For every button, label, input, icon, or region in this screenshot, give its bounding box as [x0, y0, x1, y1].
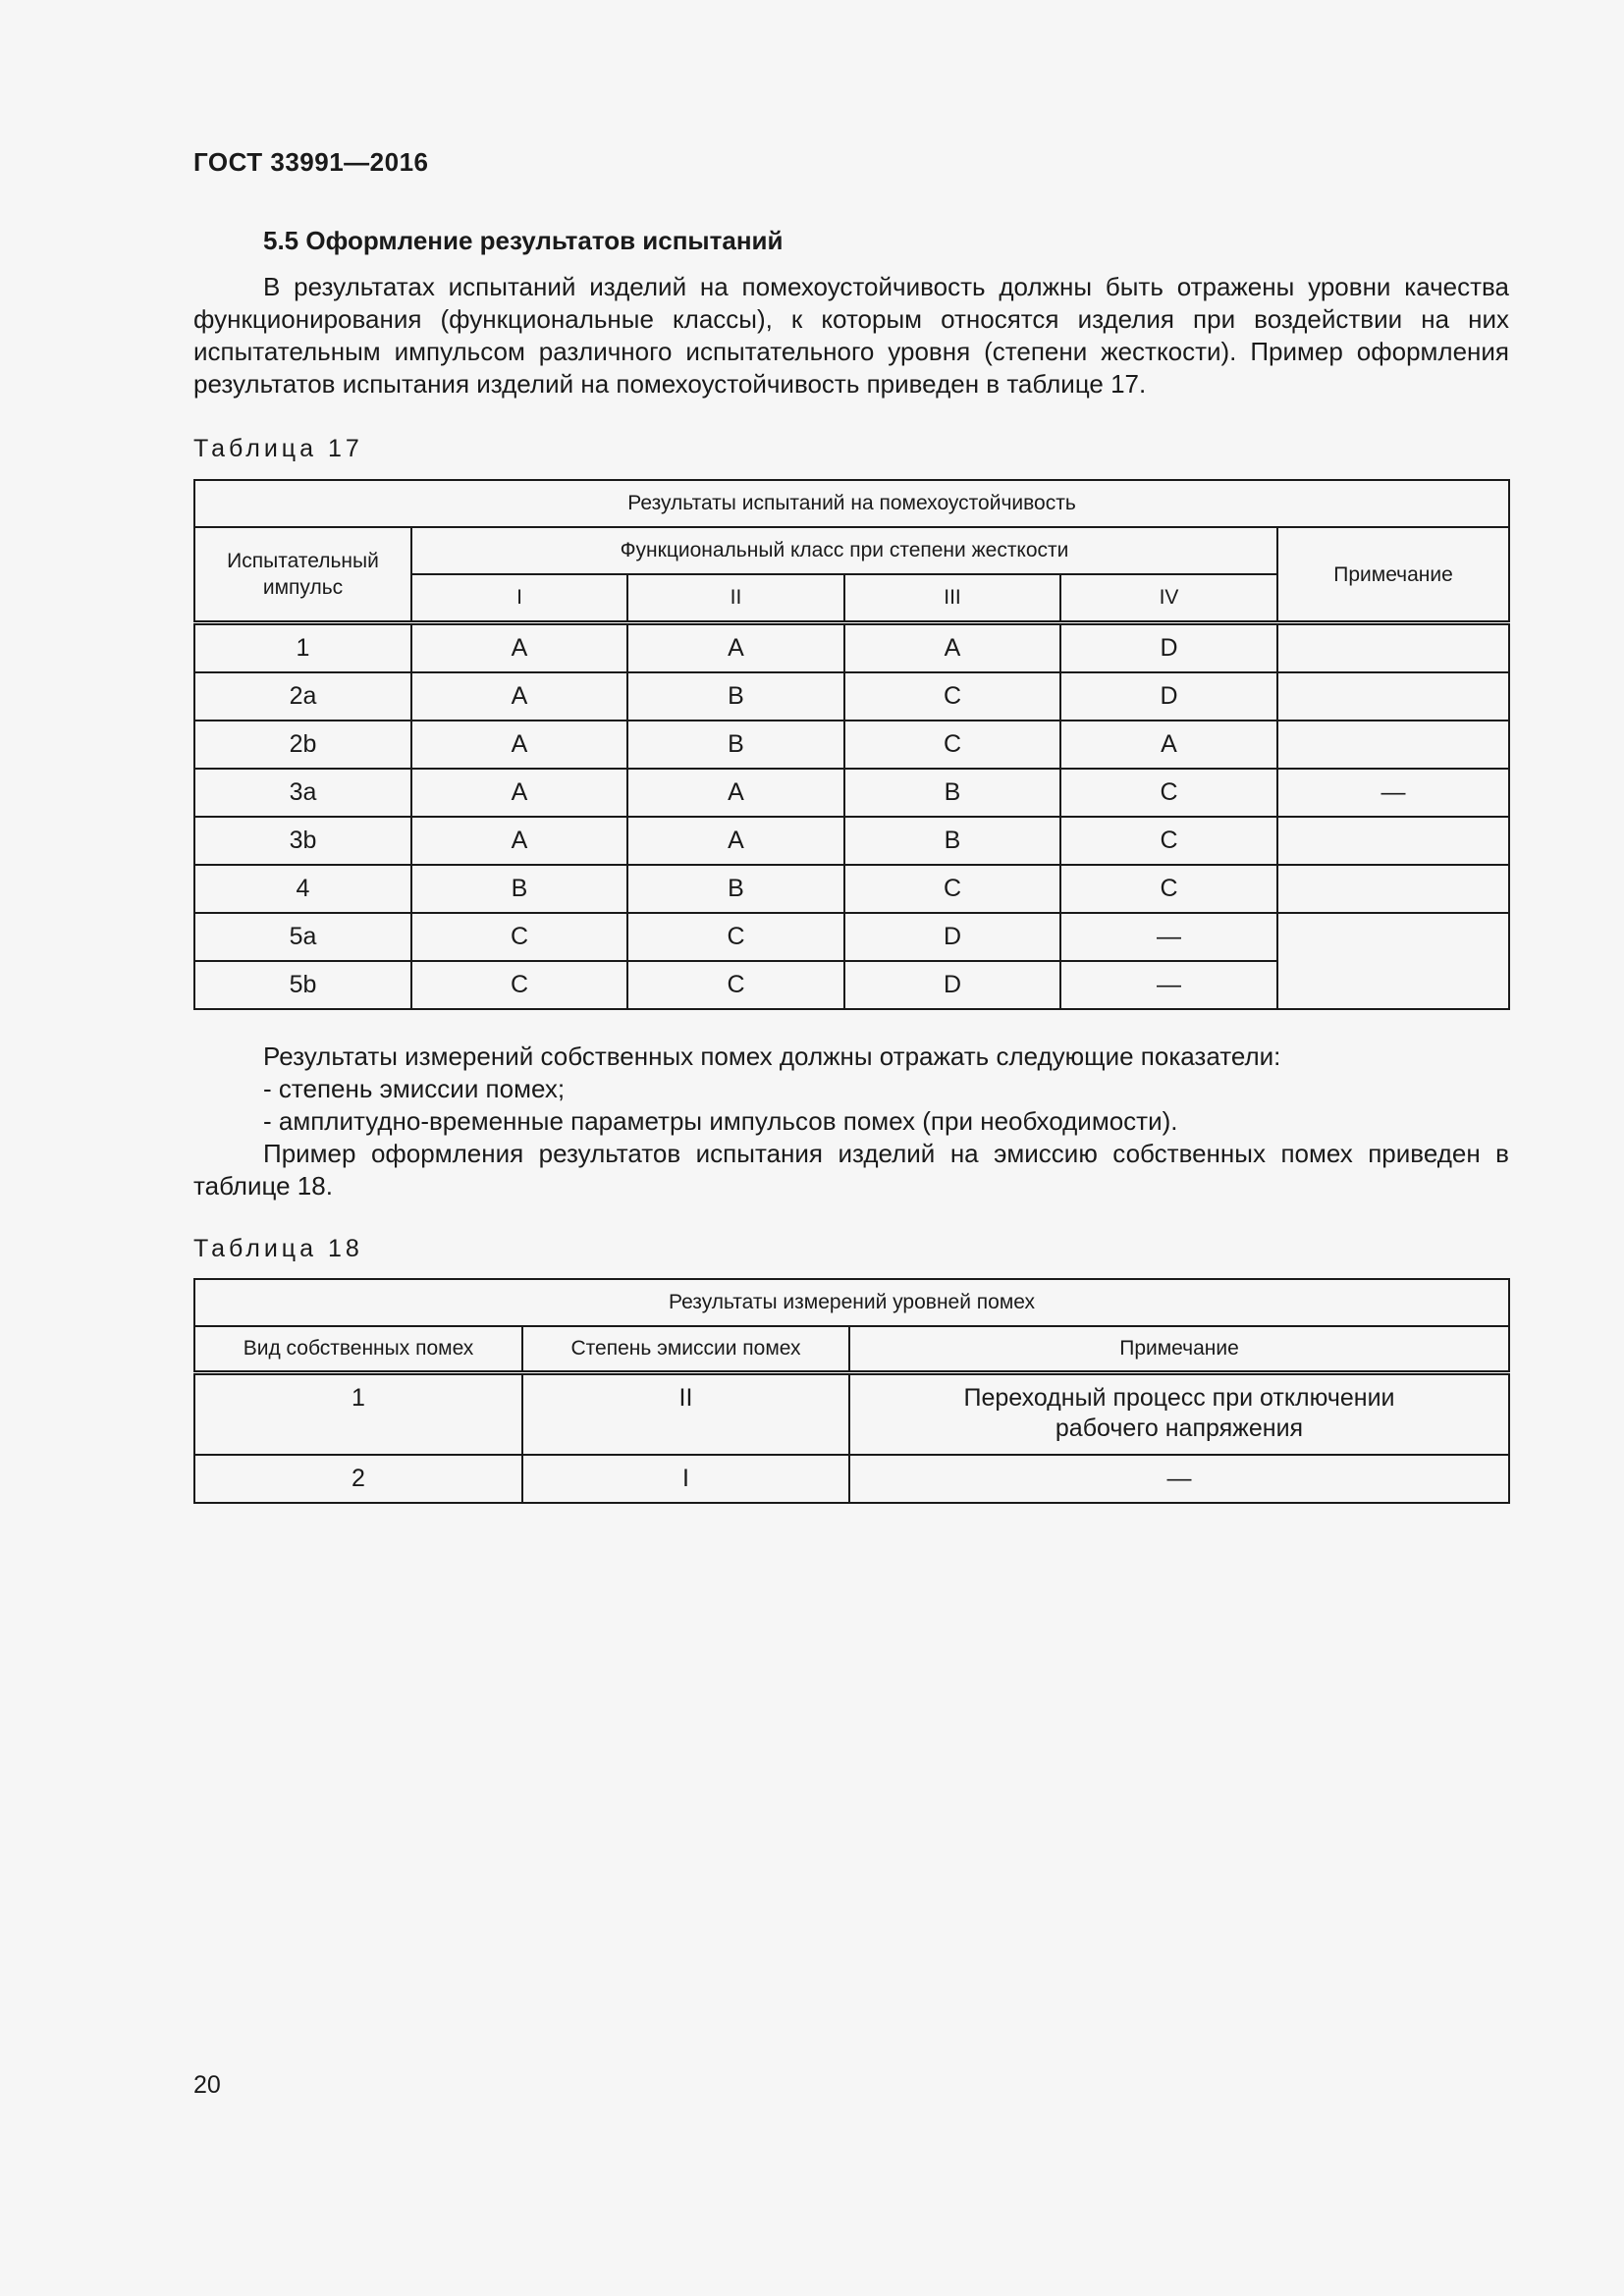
table-row: [194, 672, 1509, 721]
column-header-noise-type: Вид собственных помех: [194, 1326, 522, 1373]
column-header-impulse: Испытательный импульс: [194, 527, 411, 623]
column-header-note: Примечание: [1277, 527, 1509, 623]
table-cell: I: [522, 1455, 849, 1503]
emission-lead: Результаты измерений собственных помех должны отражать следующие показатели:: [263, 1041, 1281, 1071]
table-cell: 2a: [194, 672, 411, 721]
table-cell: 2: [194, 1455, 522, 1503]
table-row: [194, 1455, 1509, 1503]
column-header-note: Примечание: [849, 1326, 1509, 1373]
intro-text: В результатах испытаний изделий на помехоустойчивость должны быть отражены уровни качества функционирования (функциональные классы), к которым относятся изделия при воздействии на них испытательным импульсом различного испытательного уровня (степени жесткости). Пример оформления результатов испытания изделий на помехоустойчивость приведен в таблице 17.: [193, 272, 1509, 399]
table-cell: 4: [194, 865, 411, 913]
table-cell: C: [844, 672, 1060, 721]
emission-paragraph: [193, 1041, 1509, 1202]
emission-example: Пример оформления результатов испытания изделий на эмиссию собственных помех приведен в таблице 18.: [193, 1139, 1509, 1201]
table-cell: C: [627, 913, 844, 961]
note-cell: Переходный процесс при отключении рабочего напряжения: [849, 1373, 1509, 1456]
table-row: [194, 623, 1509, 673]
table-row: [194, 913, 1509, 961]
table-cell: A: [411, 721, 627, 769]
table-row: [194, 769, 1509, 817]
intro-paragraph: [193, 271, 1509, 400]
table-cell: 5a: [194, 913, 411, 961]
table-cell: A: [844, 623, 1060, 673]
table-cell: B: [844, 769, 1060, 817]
table-cell: C: [411, 913, 627, 961]
table-cell: D: [1060, 623, 1277, 673]
column-header-level: IV: [1060, 574, 1277, 623]
table-row: [194, 865, 1509, 913]
table-cell: 1: [194, 1373, 522, 1456]
table-cell: C: [844, 721, 1060, 769]
table-cell: B: [411, 865, 627, 913]
table-cell: B: [844, 817, 1060, 865]
note-cell: —: [849, 1455, 1509, 1503]
note-cell: [1277, 721, 1509, 769]
table-cell: A: [627, 817, 844, 865]
table-cell: D: [844, 913, 1060, 961]
column-header-level: II: [627, 574, 844, 623]
table-cell: B: [627, 865, 844, 913]
table-17: [193, 479, 1510, 1010]
table-cell: A: [411, 672, 627, 721]
page-number: 20: [193, 2071, 221, 2099]
table-cell: 2b: [194, 721, 411, 769]
note-cell: [1277, 817, 1509, 865]
table-cell: C: [1060, 817, 1277, 865]
table-cell: A: [411, 769, 627, 817]
table-cell: —: [1060, 913, 1277, 961]
table-cell: C: [627, 961, 844, 1009]
table-cell: II: [522, 1373, 849, 1456]
table-cell: C: [411, 961, 627, 1009]
table-cell: C: [1060, 769, 1277, 817]
table-cell: 3a: [194, 769, 411, 817]
table-row: [194, 817, 1509, 865]
table-cell: A: [411, 623, 627, 673]
document-header: ГОСТ 33991—2016: [193, 147, 429, 177]
table-cell: 5b: [194, 961, 411, 1009]
table-cell: A: [627, 623, 844, 673]
column-header-level: I: [411, 574, 627, 623]
column-header-level: III: [844, 574, 1060, 623]
table-cell: A: [627, 769, 844, 817]
table-18-caption: Таблица 18: [193, 1235, 363, 1262]
table-cell: C: [844, 865, 1060, 913]
list-item: - степень эмиссии помех;: [263, 1074, 566, 1103]
table-cell: 3b: [194, 817, 411, 865]
table-cell: —: [1060, 961, 1277, 1009]
table-17-title: Результаты испытаний на помехоустойчивость: [194, 480, 1509, 527]
table-cell: B: [627, 672, 844, 721]
note-cell: [1277, 865, 1509, 913]
table-cell: A: [411, 817, 627, 865]
table-cell: B: [627, 721, 844, 769]
note-cell: [1277, 913, 1509, 1009]
note-cell: [1277, 672, 1509, 721]
table-18: [193, 1278, 1510, 1504]
table-18-title: Результаты измерений уровней помех: [194, 1279, 1509, 1326]
column-header-emission-degree: Степень эмиссии помех: [522, 1326, 849, 1373]
table-cell: D: [1060, 672, 1277, 721]
table-cell: D: [844, 961, 1060, 1009]
table-row: [194, 721, 1509, 769]
note-cell: —: [1277, 769, 1509, 817]
table-cell: C: [1060, 865, 1277, 913]
column-header-class-group: Функциональный класс при степени жесткости: [411, 527, 1277, 574]
table-cell: A: [1060, 721, 1277, 769]
list-item: - амплитудно-временные параметры импульсов помех (при необходимости).: [263, 1106, 1178, 1136]
table-cell: 1: [194, 623, 411, 673]
table-row: [194, 1373, 1509, 1456]
note-cell: [1277, 623, 1509, 673]
section-title: 5.5 Оформление результатов испытаний: [263, 226, 784, 255]
table-17-caption: Таблица 17: [193, 435, 363, 462]
